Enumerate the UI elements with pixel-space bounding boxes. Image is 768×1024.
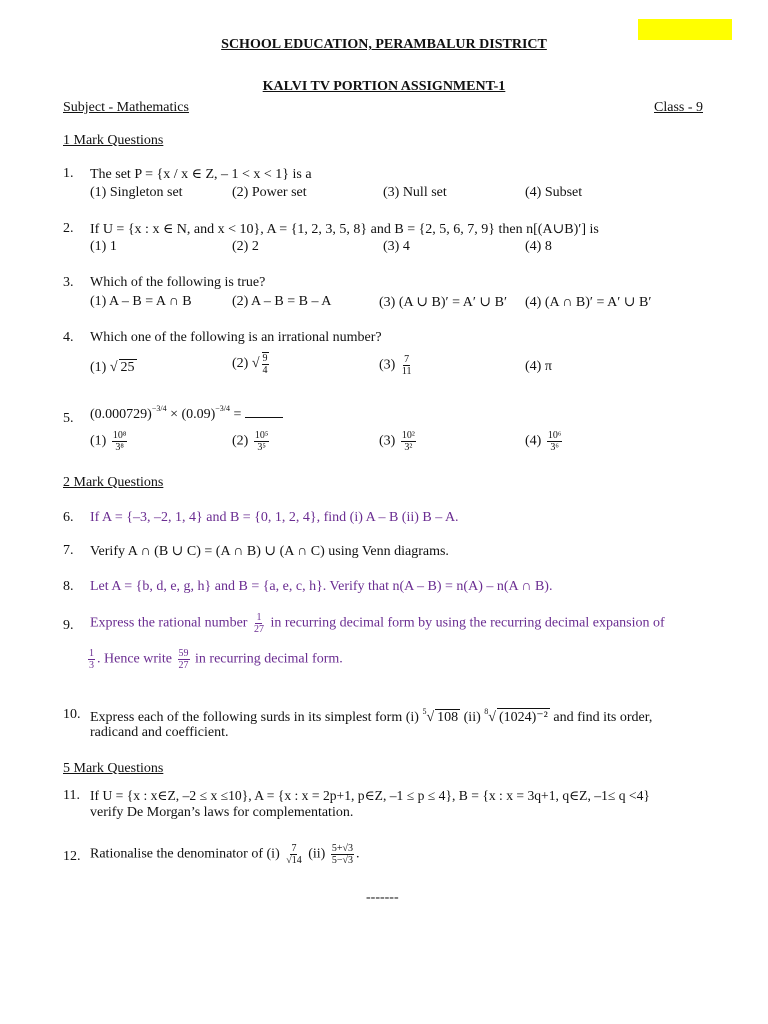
radicand: (1024)⁻² bbox=[498, 710, 548, 725]
option-3: (3) Null set bbox=[383, 185, 447, 200]
assignment-title: KALVI TV PORTION ASSIGNMENT-1 bbox=[262, 79, 506, 94]
denominator: 3⁶ bbox=[550, 442, 559, 453]
option-label: (3) bbox=[379, 433, 396, 449]
root-index: 8 bbox=[484, 707, 489, 716]
numerator: 10⁸ bbox=[112, 430, 127, 441]
option-1: (1) 1 bbox=[90, 239, 117, 254]
option-4: (4) Subset bbox=[525, 185, 583, 200]
numerator: 10⁶ bbox=[547, 430, 562, 441]
question-text: The set P = {x / x ∈ Z, – 1 < x < 1} is a bbox=[90, 167, 312, 182]
denominator: 3² bbox=[404, 442, 413, 453]
denominator: 27 bbox=[178, 660, 189, 671]
option-2: (2) √ $\frac{9}{4}$ bbox=[232, 353, 268, 376]
denominator: 3⁵ bbox=[257, 442, 266, 453]
exponent-2: −3/4 bbox=[215, 404, 231, 413]
option-label: (1) bbox=[90, 433, 107, 449]
question-number: 10. bbox=[63, 707, 81, 722]
numerator: 1 bbox=[256, 612, 262, 623]
question-text: If U = {x : x ∈ N, and x < 10}, A = {1, 2, 3, 5, 8} and B = {2, 5, 6, 7, 9} then n[(A∪B)′] is bbox=[90, 222, 599, 237]
exponent-1: −3/4 bbox=[151, 404, 167, 413]
text-part: in recurring decimal form by using the recurring decimal expansion of bbox=[270, 615, 665, 631]
question-expression bbox=[90, 404, 283, 423]
text-part: in recurring decimal form. bbox=[195, 651, 343, 667]
option-1: (1) A – B = A ∩ B bbox=[90, 294, 192, 309]
numerator: 5+√3 bbox=[331, 843, 353, 854]
root-index: 5 bbox=[422, 707, 427, 716]
times-sign: × bbox=[170, 407, 178, 422]
denominator: √14 bbox=[286, 855, 302, 866]
option-label: (2) bbox=[232, 433, 249, 449]
numerator: 9 bbox=[262, 353, 268, 364]
question-number: 11. bbox=[63, 788, 80, 803]
option-2: (2) A – B = B – A bbox=[232, 294, 332, 309]
question-text: Let A = {b, d, e, g, h} and B = {a, e, c, h}. Verify that n(A – B) = n(A) – n(A ∩ B). bbox=[90, 579, 553, 594]
text-part: . Hence write bbox=[97, 651, 173, 667]
numerator: 10² bbox=[401, 430, 415, 441]
section-1-mark-heading: 1 Mark Questions bbox=[63, 133, 164, 148]
text-part: (ii) bbox=[463, 710, 481, 725]
text-part: (ii) bbox=[308, 846, 326, 862]
option-label: (4) bbox=[525, 433, 542, 449]
option-4: (4) π bbox=[525, 359, 552, 374]
text-part: . bbox=[355, 846, 360, 862]
option-1: (1) Singleton set bbox=[90, 185, 183, 200]
question-line-2 bbox=[86, 648, 343, 671]
option-3 bbox=[379, 430, 418, 453]
option-3: (3) (A ∪ B)′ = A′ ∪ B′ bbox=[379, 295, 508, 310]
option-1: (1) √ 25 bbox=[90, 360, 135, 375]
numerator: 59 bbox=[178, 648, 189, 659]
question-number: 5. bbox=[63, 411, 74, 426]
question-text: If U = {x : x∈Z, –2 ≤ x ≤10}, A = {x : x = 2p+1, p∈Z, –1 ≤ p ≤ 4}, B = {x : x = 3q+1, q∈Z, –1≤ q <4} bbox=[90, 788, 650, 803]
numerator: 7 bbox=[291, 843, 297, 854]
text-part: and find its order, bbox=[553, 710, 653, 725]
question-text: Which of the following is true? bbox=[90, 275, 266, 290]
radicand: 25 bbox=[120, 360, 135, 375]
question-line-2: radicand and coefficient. bbox=[90, 725, 229, 740]
question-text bbox=[90, 843, 359, 866]
question-number: 2. bbox=[63, 221, 74, 236]
question-line-2: verify De Morgan’s laws for complementation. bbox=[90, 805, 354, 820]
section-5-mark-heading: 5 Mark Questions bbox=[63, 761, 164, 776]
base-1: (0.000729) bbox=[90, 407, 152, 422]
class-label: Class - 9 bbox=[654, 100, 703, 115]
text-part: Express the rational number bbox=[90, 615, 248, 631]
option-2: (2) 2 bbox=[232, 239, 259, 254]
option-4: (4) 8 bbox=[525, 239, 552, 254]
question-line-1 bbox=[90, 612, 665, 635]
question-number: 9. bbox=[63, 618, 74, 633]
numerator: 7 bbox=[404, 354, 410, 365]
option-3 bbox=[379, 354, 414, 377]
option-label: (2) bbox=[232, 356, 249, 372]
question-number: 7. bbox=[63, 543, 74, 558]
question-number: 1. bbox=[63, 166, 74, 181]
question-text: If A = {–3, –2, 1, 4} and B = {0, 1, 2, 4}, find (i) A – B (ii) B – A. bbox=[90, 510, 459, 525]
option-3: (3) 4 bbox=[383, 239, 410, 254]
denominator: 11 bbox=[401, 366, 412, 377]
denominator: 5−√3 bbox=[331, 855, 353, 866]
question-number: 4. bbox=[63, 330, 74, 345]
denominator: 27 bbox=[253, 624, 264, 635]
option-4 bbox=[525, 430, 564, 453]
question-line-1: Express each of the following surds in its simplest form (i) $^5$√ 108 (ii) $^8$√ (1024)⁻² and find its order, bbox=[90, 707, 653, 725]
section-2-mark-heading: 2 Mark Questions bbox=[63, 475, 164, 490]
option-1 bbox=[90, 430, 129, 453]
question-text: Which one of the following is an irrational number? bbox=[90, 330, 382, 345]
base-2: (0.09) bbox=[181, 407, 216, 422]
denominator: 3⁸ bbox=[115, 442, 124, 453]
denominator: 3 bbox=[89, 660, 94, 671]
end-dashes: ------- bbox=[366, 890, 399, 905]
text-part: Express each of the following surds in its simplest form (i) bbox=[90, 710, 419, 725]
equals-sign: = bbox=[233, 407, 242, 422]
answer-blank bbox=[245, 417, 283, 418]
numerator: 1 bbox=[89, 648, 94, 659]
option-label: (3) bbox=[379, 357, 396, 373]
numerator: 10⁵ bbox=[254, 430, 269, 441]
option-label: (1) bbox=[90, 360, 107, 375]
question-number: 8. bbox=[63, 579, 74, 594]
question-text: Verify A ∩ (B ∪ C) = (A ∩ B) ∪ (A ∩ C) using Venn diagrams. bbox=[90, 544, 449, 559]
denominator: 4 bbox=[262, 365, 268, 376]
subject-label: Subject - Mathematics bbox=[63, 100, 189, 115]
radicand: 108 bbox=[437, 710, 459, 725]
option-4: (4) (A ∩ B)′ = A′ ∪ B′ bbox=[525, 295, 652, 310]
option-2: (2) Power set bbox=[232, 185, 307, 200]
question-number: 3. bbox=[63, 275, 74, 290]
question-number: 12. bbox=[63, 849, 81, 864]
question-number: 6. bbox=[63, 510, 74, 525]
text-part: Rationalise the denominator of (i) bbox=[90, 846, 280, 862]
option-2 bbox=[232, 430, 271, 453]
document-title: SCHOOL EDUCATION, PERAMBALUR DISTRICT bbox=[221, 37, 547, 52]
